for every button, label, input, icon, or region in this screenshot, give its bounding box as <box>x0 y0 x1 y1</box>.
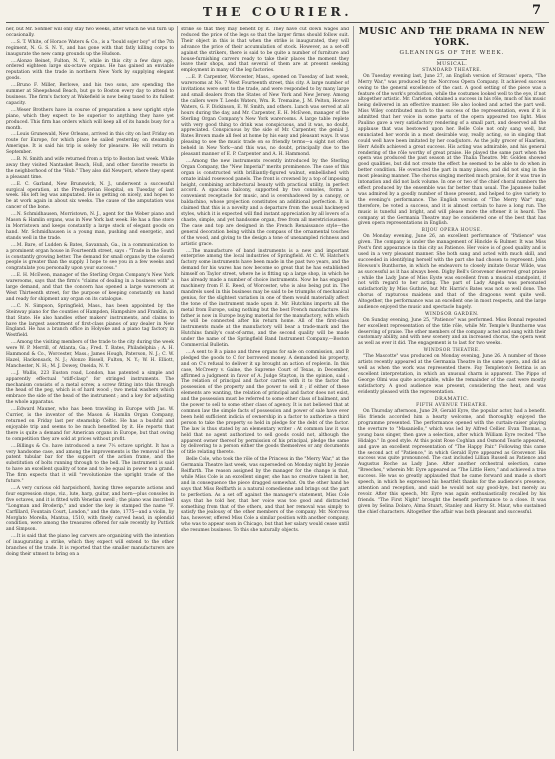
article-paragraph: ....Billings & Co. have introduced a new 7⅓ octave upright. It has a very handsome case, and among the improvements is the removal of the patent tubular bar for the support of the action frame, and the substitution of bolts running through to the bell. The instrument is said to have an excellent quality of tone and to be equal in power to a grand. The firm expects that it will "revolutionize the upright trade of the future." <box>6 443 174 485</box>
masthead-rule <box>6 22 549 23</box>
article-paragraph: ....Among the new instruments recently introduced by the Sterling Organ Company, the "New Imperial" merits prominence. The case of this organ is constructed with brilliantly-figured walnut, embellished with ornate inlaid rosewood panels. The front is crowned by a top of imposing height, combining architectural beauty with practical utility, in perfect accord. A spacious balcony, supported by two consoles, forms a convenient receptacle for music, and is overshadowed by a canopy, or baldachino, whose projection constitutes an additional perfection. It is claimed that this is a novelty and a departure from the usual hackneyed styles, which it is expected will find instant appreciation by all lovers of a chaste, simple, and yet handsome organ, free from all meretriciousness. The case and top are designed in the French Renaissance style—the general decoration being within the compass of the ornamental touches of the wood, and giving to the design a tone of unexampled richness and artistic grace. <box>181 158 349 247</box>
article-paragraph: strike so that they may benefit by it. They have cut down wages and reduced the price of the legs so that the larger firms should follow suit. Their object in this is that when the strike is inaugurated, they will advance the price of their accumulation of stock. However, as a set-off against the strikers, there is said to be quite a number of furniture and house-furnishing carvers ready to take their places the moment they leave their shops, and that several of them are at present seeking employment in many of the leg factories. <box>181 27 349 74</box>
section-rule <box>437 59 467 60</box>
article-paragraph: Belle Cole, who took the rôle of the Princess in the "Merry War," at the Germania Theatre last week, was superseded on Monday night by Jennie Reiffarth. The reason assigned by the manager for the change is that, while Miss Cole is an excellent singer, she has no creative talent in her, and in consequence the piece dragged somewhat. On the other hand he says that Miss Reiffarth is a natural comedienne and brings out the part to perfection. As a set off against the manager's statement, Miss Cole says that he told her, that her voice was too good and distracted something from that of the others, and that her removal was simply to satisfy the jealousy of the other members of the company. Mr. Norcross has, however, offered Miss Cole a similar position with another company, who was to appear soon in Chicago, but that her salary would cease until she resumes business. To this she naturally objects. <box>181 457 349 534</box>
article-paragraph: ....It is said that the piano leg carvers are organizing with the intention of inaugurating a strike, which they expect will extend to the other branches of the trade. It is reported that the smaller manufacturers are doing their utmost to bring on a <box>6 534 174 557</box>
article-paragraph: ....A sent to B a piano and three organs for sale on commission, and B pledged the goods to C for borrowed money. A demanded his property, and on C's refusal to deliver it up brought an action of replevin. In this case, McCreery v. Gaine, the Supreme Court of Texas, in December, affirmed a judgment in favor of A. Judge Stayton, in the opinion, said : The relation of principal and factor carries with it to the factor the possession of the property and the power to sell it ; if either of these elements are wanting, the relation of principal and factor does not exist, and the possession must be referred to some other class of bailment, and the power to sell to some other class of agency. It is not believed that at common law the simple facts of possession and power of sale have ever been held sufficient indicia of ownership in a factor to authorize a third person to take the property so held in pledge for the debt of the factor. The law is thus stated by an elementary writer : At common law it was held that no agent authorized to sell goods could not, although the apparent owner thereof by permission of his principal, pledge the same by delivering to a person either the goods themselves or any documents of title relating thereto. <box>181 349 349 456</box>
article-paragraph: ....A very curious old harpsichord, having three separate actions and four expression stops, viz., lute, harp, guitar, and horn—plus consoles in five octaves, and it is fitted with Venetian swell ; the piano was inscribed "Longman and Broderip," and under the key is stamped the name "F. Carfillard, Fountain Court, London," and the date, 1775—and a violin, by Morglato Morella, Mantua, 1510, with finely carved head, in splendid condition, were among the treasures offered for sale recently by Puttick and Simpson. <box>6 485 174 533</box>
venue-heading: WINDSOR GARDEN. <box>424 311 480 317</box>
article-paragraph: ....C. N. Simpson, Springfield, Mass., has been appointed by the Steinway piano for the counties of Hampden, Hampshire and Franklin, in that State. He also handles other makers' instruments, and claims to have the largest assortment of first-class pianos of any dealer in New England. He has a branch office in Holyoke and a piano tag factory in Westfield. <box>6 303 174 339</box>
article-paragraph: ....E. H. McEwen, manager of the Sterling Organ Company's New York warerooms, says that the firm's "claims of dealing in a business with" a large demand, and that the concern has opened a large wareroom at West Thirteenth street, for the purpose of keeping constantly on hand and ready for shipment any organ on its catalogue. <box>6 273 174 302</box>
venue-heading: BIJOU OPERA HOUSE. <box>421 228 483 234</box>
venue-heading: STANDARD THEATRE. <box>422 68 482 73</box>
article-paragraph: ....E. P. Carpenter, Worcester, Mass., opened on Tuesday of last week, warerooms at No. 7 West Fourteenth street, this city. A large number of invitations were sent to the trade, and were responded to by many large and small dealers from the States of New York and New Jersey. Among the callers were T. Leeds Waters, Wm. R. Tremaine, J. M. Pelton, Horace Waters, G. F. Dickinson, E. W. Smith, and others. Lunch was served at all hours during the day, and Mr. Carpenter, E. H. McEwen, manager of the Sterling Organ Company's New York warerooms. A large table replete with very good thing to drink was conspicuous, and it was, no doubt, appreciated. Conspicuous by the side of Mr. Carpenter, the genial J. Bates Brown made all feel at home by his easy and pleasant ways. It was pleasing to see the music trade on so friendly terms—a sight not often beheld in New York—and this was, no doubt, principally due to the pleasant manner of E. P. Carpenter and A. H. Hammond. <box>181 75 349 158</box>
venue-heading: FIFTH AVENUE THEATRE. <box>416 403 488 409</box>
section-heading: DRAMATIC. <box>434 397 470 403</box>
article-paragraph: ....E. C. Garland, New Brunswick, N. J., underwent a successful surgical operation, at the Presbyterian Hospital, on Tuesday of last week. His left leg was amputated. He is getting on nicely, and hopes to be at work again in about six weeks. The cause of the amputation was cancer of the bone. <box>6 181 174 211</box>
column-trade-notes-2 <box>181 27 349 751</box>
article-paragraph: ....The manufacture of band instruments is a new and important enterprise among the local industries of Springfield. At C. W. Hatchet's factory some instruments have been made in the past two years, and the demand for his wares has now become so great that he has established himself on Taylor street, where he is fitting up a large shop, in which he has already made a number of choice instruments. Now he has engaged machinery from F. E. Reed, of Worcester, who is also being put in. The mandrels used in this business may be said to be triumphs of mechanical genius, for the slightest variation in one of them would materially affect the tone of the instrument made upon it. Mr. Hutchins imports all the metal from Europe, using nothing but the best French manufacture. His father is now in Europe buying material for the manufactory, with which he will be connected after his return home. All of the first-class instruments made at the manufactory will bear a trade-mark and the Hutchins family's coat-of-arms, and the second quality will be made under the name of the Springfield Band Instrument Company.—Boston Commercial Bulletin. <box>181 248 349 349</box>
article-paragraph: ....Bruno F. Miller, Berlowe, and his two sons, are spending the summer at Sheepshead Beach, but go to Boston every day to attend to business. The firm's factory at Wakefield is now being taxed to its fullest capacity. <box>6 83 174 106</box>
article-paragraph: ....Louis Grunewald, New Orleans, arrived in this city on last Friday en route for Europe, for which place he sailed yesterday, on steamship Amerique. It is said his trip is solely for pleasure. He will return in September. <box>6 132 174 156</box>
article-paragraph: On Monday evening, June 26, an excellent performance of "Patience" was given. The company is under the management of Hinckle & Bulmer. It was Miss Post's first appearance in this city as Patience. Her voice is of good quality and is used in a very pleasant manner. She both sang and acted with much skill, and succeeded in identifying herself with the part she had chosen to represent. John Howson's Bunthorne, in which he endeavors to closely imitate Oscar Wilde, was as successful as it has always been. Digby Bell's Grosvenor deserved great praise ; while the Lady Jane of Miss Eyste was excellent from a musical standpoint, if not with regard to her acting. The part of Lady Angela was personated satisfactorily by Miss Guthrie, but Mr. Harris's Bates was not so well done. The chorus of rapturous maidens and that of the dragoons went quite well. Altogether, the performance was an excellent one in most respects, and the large audience enjoyed the music and spectacle hugely. <box>358 234 546 311</box>
article-paragraph: On Thursday afternoon, June 29, Gerald Eyre, the popular actor, had a benefit. His friends accorded him a hearty welcome, and thoroughly enjoyed the programme presented. The performance opened with the curtain-raiser playing the overture to "Masaniello," which was led by Alfred Cellier. Evan Thomas, a young bass singer, then gave a selection, after which William Eyre recited "The Hidalgo." In good style. At this point Rose Coghlan and Osmond Tearle appeared, and gave an excellent representation of "The Happy Pair." Following this came the second act of "Patience," in which Gerald Eyre appeared as Grosvenor. His success was quite pronounced. The cast included Lillian Russell as Patience and Augustus Roche as Lady Jane. After another orchestral selection, came "Breeches," wherein Mr. Eyre appeared as "The Little Hero," and achieved a true success. He was so greatly applauded that he came forward and made a short speech, in which he expressed his heartfelt thanks for the audience's presence, attention and reception, and said he would not say good-bye, but merely au revoir. After this speech, Mr. Eyre was again enthusiastically recalled by his friends. "The First Night" brought the benefit performance to a close. It was given by Selina Dolaro, Alma Stuart, Stanley and Harry St. Maur, who sustained the chief characters. Altogether the affair was both pleasant and successful. <box>358 409 546 515</box>
article-paragraph: "The Mascotte" was produced on Monday evening, June 26. A number of those artists recently appeared at the Germania Theatre in the same opera, and did as well as when the work was represented there. Fay Templeton's Bettina is an excellent interpretation, in which an unusual charm is apparent. The Pippo of George Olmi was quite acceptable, while the remainder of the cast were mostly satisfactory. A good audience was present, considering the heat, and was evidently pleased with the representation. <box>358 354 546 395</box>
article-paragraph: ....S. T. White, of Horace Waters & Co., is a "bould sojer boy" of the 7th regiment, N. G. S. N. Y., and has gone with that fatly killing corps to inaugurate the new camp grounds up the Hudson. <box>6 39 174 57</box>
article-paragraph: ....N. Schmidhausen, Morristown, N. J., agent for the Weber piano and Mason & Hamlin organs, was in New York last week. He has a fine store in Morristown and keeps constantly a large stock of elegant goods on hand. Mr. Schmidhausen is a young man, pushing and energetic, and stands well in the trade. <box>6 212 174 241</box>
article-paragraph: ....B. N. Smith and wife returned from a trip to Boston last week. While away they visited Nantasket Beach, Hull, and other favorite resorts in the neighborhood of the "Hub." They also did Newport, where they spent a pleasant time. <box>6 157 174 180</box>
venue-heading: WINDSOR THEATRE. <box>423 348 481 354</box>
article-paragraph: ....Alonzo Beinet, Fulton, N. Y., while in this city a few days ago, ordered eighteen large six-octave organs. He has gained an enviable reputation with the trade in northern New York by supplying elegant goods. <box>6 58 174 82</box>
column-music-drama <box>358 27 546 751</box>
article-paragraph: On Tuesday evening last, June 27, an English version of Strauss' opera, "The Merry War," was produced by the Norcross Opera Company. It achieved success owing to the general excellence of the cast. A good setting of the piece was a feature of the work's production, while the costumes looked well to the eye, if not altogether artistic. Mr. Carleton obtained a success in his rôle, much of his music being delivered in an effective manner. He also looked and acted the part well. Miss Wiley contributed much to the success of the representation, even if it is admitted that her voice in some parts of the opera appeared too light. Miss Paulino gave a very satisfactory rendering of a small part, and deserved all the applause that was bestowed upon her. Belle Cole not only sang well, but enunciated her words in a most desirable way, really acting, so in singing that could well have been imitated by her coadjutors. As the jolly grocer of Haarlem, Herr Adolfs achieved a great success. His acting was admirable, and his general rendering of the rôle worthy of great praise. He played the same part when the opera was produced the past season at the Thalia Theatre. Mr. Golden showed good qualities, but did not create the effect he seemed to be able to do when in better condition. He overacted the part in many places, and did not sing in the most pleasing manner. The chorus singing merited much praise, for it was true in intonation and did not lack volume. In one or two of the chief choral numbers the effect produced by the ensemble was far better than usual. The Japanese ballet was admired by a goodly number of those present, and helped to give variety to the evening's performance. The English version of "The Merry War" may, therefore, be voted a success, and it is almost certain to have a long run. The music is tuneful and bright, and will please more the oftener it is heard. The company at the Germania Theatre may be considered one of the best that has given opera representations in English. <box>358 73 546 227</box>
article-paragraph: ....Edward Mauner, who has been traveling in Europe with Jas. W. Currier, is the inventor of the Mason & Hamlin Organ Company, returned on Friday last per steamship Celtic. He has a bushful and enjoyable trip and seems to be much benefited by it. He reports that there is quite a demand for American organs in Europe, but that owing to competition they are sold at prices without profit. <box>6 407 174 442</box>
column-trade-notes-1 <box>6 27 174 751</box>
article-paragraph: ner, but Mr. Sohmer will only stay two weeks, after which he will turn up occasionally. <box>6 27 174 38</box>
page-number: 7 <box>531 3 541 18</box>
article-paragraph: ....J. Wallis, 223 Euston road, London, has patented a simple and apparently effectual "stiff-clasp" for stringed instruments. The mechanism consists of a metal screw, a screw fitting into this through the head of the peg, which is of hard wood ; two metal washers which embrace the side of the head of the instrument ; and a key for adjusting the whole apparatus. <box>6 370 174 406</box>
section-heading: MUSICAL. <box>436 62 468 67</box>
masthead <box>0 3 555 23</box>
section-title: MUSIC AND THE DRAMA IN NEW YORK. <box>358 27 546 48</box>
column-divider <box>353 26 354 751</box>
article-paragraph: ....Weser Brothers have in course of preparation a new upright style piano, which they expect to be superior to anything they have yet produced. This firm has orders which will keep all of its hands busy for a month. <box>6 107 174 131</box>
article-paragraph: ....Among the visiting members of the trade to the city during the week were W. P. Merrill, of Atlanta, Ga.; Fred. T. Bates, Philadelphia ; A. H. Hammond & Co., Worcester, Mass.; James Hough, Paterson, N. J.; C. W. Hazel, Hackensack, N. J.; Alonzo Bissell, Fulton, N. Y.; W. H. Elliott, Manchester, N. H.; M. J. Dowey, Oneida, N. Y. <box>6 340 174 369</box>
article-paragraph: ....M. Bare, of Ludden & Bates, Savannah, Ga., in a communication to a prominent organ house in Fourteenth street, says : "Trade in the South is constantly growing better. The demand for small organs by the colored people is greater than the supply. I hope to see you in a few weeks and congratulate you personally upon your success." <box>6 242 174 272</box>
article-paragraph: On Sunday evening, June 25, "Patience" was performed. Miss Bonnal repeated her excellent representation of the title rôle, while Mr. Temple's Bunthorne was deserving of praise. The other members of the company acted and sang with their customary ability, and with new scenery and an increased chorus, the opera went as well as ever it did. The engagement is to last for two weeks. <box>358 317 546 347</box>
section-subtitle: GLEANINGS OF THE WEEK. <box>399 50 505 56</box>
column-divider <box>177 26 178 751</box>
newspaper-title: THE COURIER. <box>202 4 353 19</box>
